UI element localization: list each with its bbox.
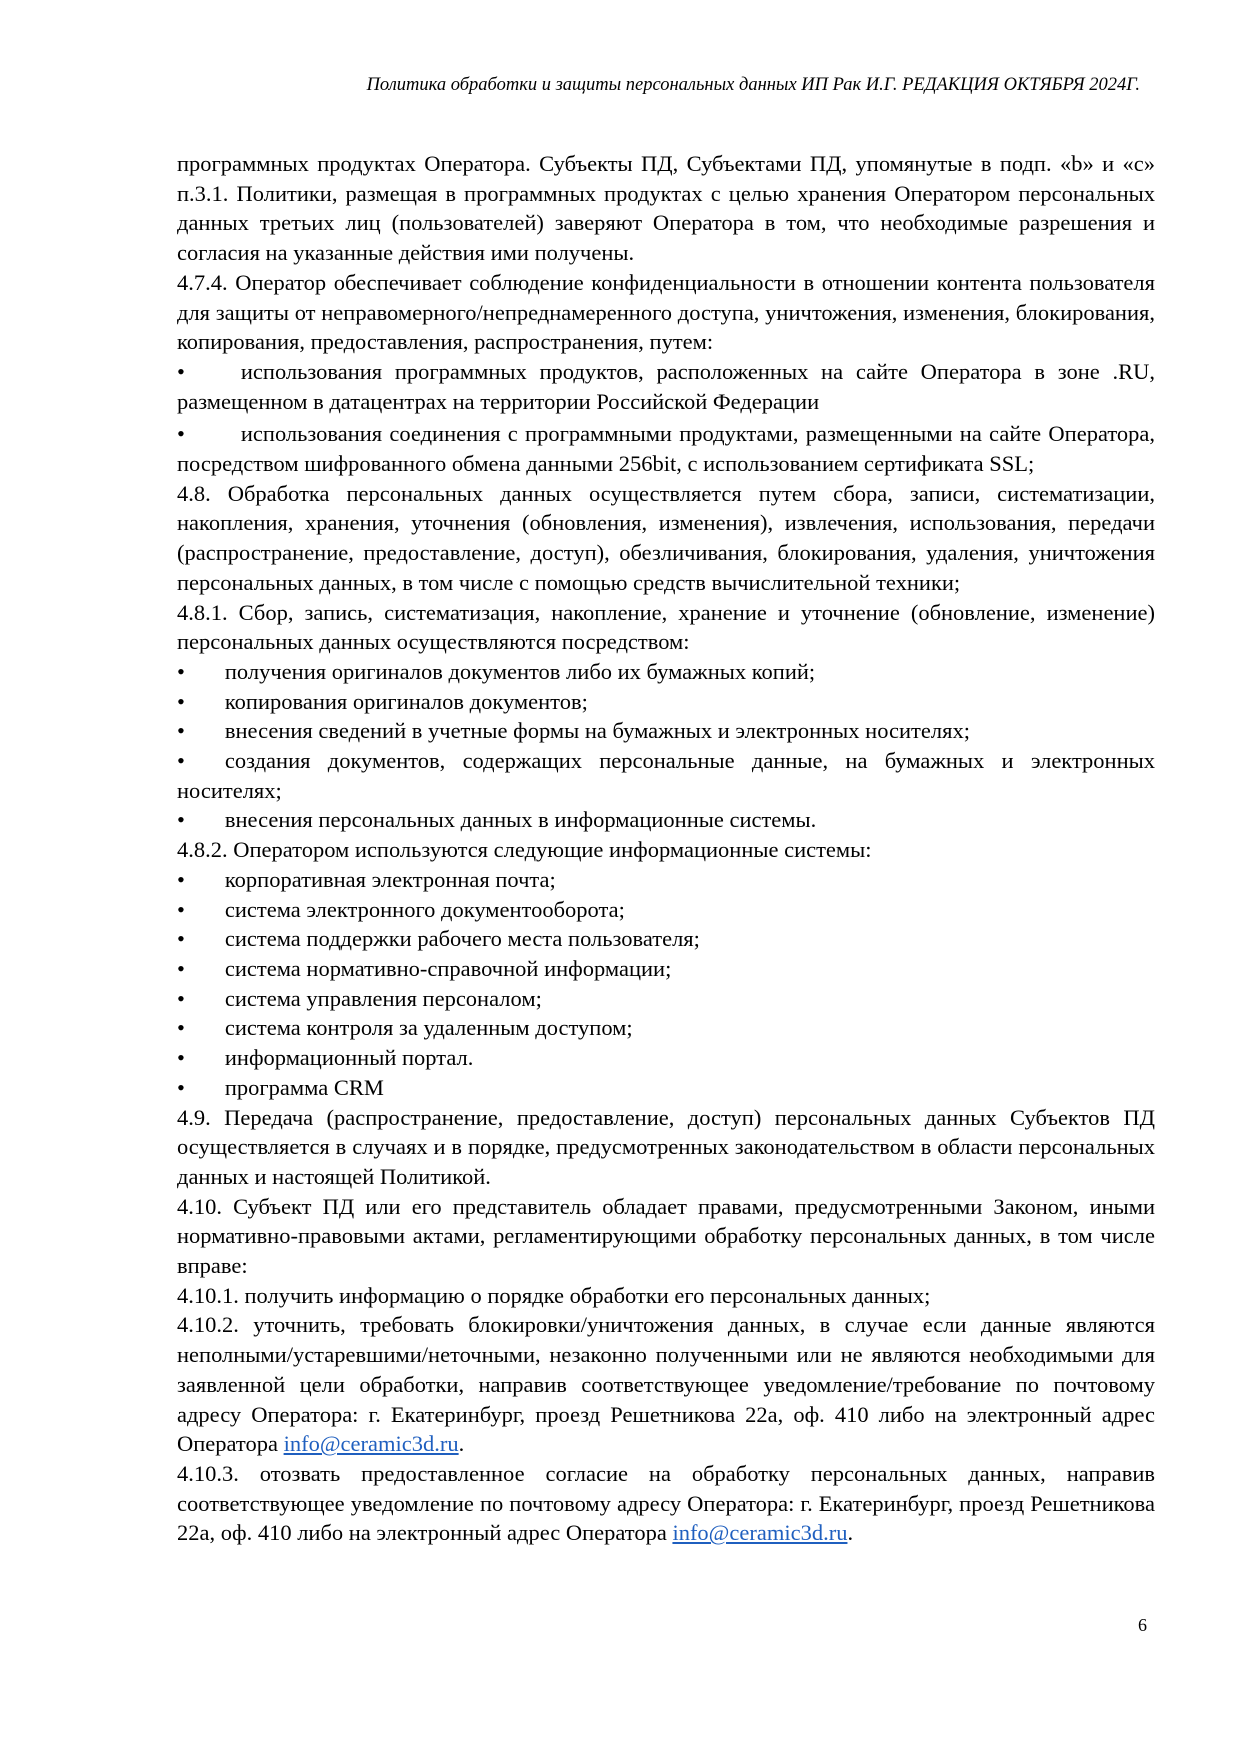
bullet-icon: • [177, 421, 185, 447]
bullet-icon: • [177, 985, 185, 1011]
list-item [177, 657, 1155, 687]
bullet-icon: • [177, 1015, 185, 1041]
email-link[interactable]: info@ceramic3d.ru [283, 1431, 459, 1457]
paragraph-4-10: 4.10. Субъект ПД или его представитель обладает правами, предусмотренными Законом, иными нормативно-правовыми актами, регламентирующими обработку персональных данных, в том числе вправе: [177, 1193, 1155, 1279]
list-item-text: информационный портал. [224, 1045, 474, 1071]
bullet-icon: • [177, 688, 185, 714]
bullet-icon: • [177, 1074, 185, 1100]
list-item [177, 954, 1155, 984]
bullet-icon: • [177, 926, 185, 952]
paragraph-text: 4.10.3. отозвать предоставленное согласие на обработку персональных данных, направив соответствующее уведомление по почтовому адресу Оператора: г. Екатеринбург, проезд Решетникова 22а, оф. 410 либо на электронный адрес Оператора [177, 1460, 1155, 1546]
bullet-icon: • [177, 866, 185, 892]
list-item-text: система контроля за удаленным доступом; [224, 1015, 633, 1041]
period: . [458, 1431, 465, 1457]
list-item [177, 1043, 1155, 1073]
list-item-text: использования программных продуктов, расположенных на сайте Оператора в зоне .RU, размещенном в датацентрах на территории Российской Федерации [177, 358, 1155, 414]
list-item-text: система электронного документооборота; [224, 896, 625, 922]
bullet-icon: • [177, 1045, 185, 1071]
list-item-text: внесения сведений в учетные формы на бумажных и электронных носителях; [224, 718, 970, 744]
list-item [177, 419, 1155, 478]
bullet-icon: • [177, 358, 185, 384]
email-link[interactable]: info@ceramic3d.ru [672, 1520, 848, 1546]
paragraph-4-8-2: 4.8.2. Оператором используются следующие информационные системы: [177, 837, 872, 863]
period: . [847, 1520, 854, 1546]
list-item-text: система управления персоналом; [224, 985, 542, 1011]
bullet-icon: • [177, 955, 185, 981]
bullet-icon: • [177, 896, 185, 922]
list-item [177, 895, 1155, 925]
list-item [177, 687, 1155, 717]
paragraph-4-10-3 [177, 1459, 1155, 1548]
page-header: Политика обработки и защиты персональных данных ИП Рак И.Г. РЕДАКЦИЯ ОКТЯБРЯ 2024Г. [366, 75, 1140, 95]
paragraph-4-8-1: 4.8.1. Сбор, запись, систематизация, накопление, хранение и уточнение (обновление, изменение) персональных данных осуществляются посредством: [177, 599, 1155, 655]
list-item-text: система поддержки рабочего места пользователя; [224, 926, 700, 952]
list-item [177, 716, 1155, 746]
list-item [177, 746, 1155, 805]
bullet-icon: • [177, 748, 185, 774]
list-item [177, 1073, 1155, 1103]
bullet-icon: • [177, 658, 185, 684]
page-number: 6 [1138, 1615, 1147, 1635]
bullet-icon: • [177, 718, 185, 744]
list-item-text: использования соединения с программными продуктами, размещенными на сайте Оператора, посредством шифрованного обмена данными 256bit, с использованием сертификата SSL; [177, 421, 1155, 477]
paragraph-4-10-2 [177, 1310, 1155, 1459]
paragraph-text: 4.10.2. уточнить, требовать блокировки/уничтожения данных, в случае если данные являются неполными/устаревшими/неточными, незаконно полученными или не являются необходимыми для заявленной цели обработки, направив соответствующее уведомление/требование по почтовому адресу Оператора: г. Екатеринбург, проезд Решетникова 22а, оф. 410 либо на электронный адрес Оператора [177, 1312, 1155, 1457]
list-item-text: внесения персональных данных в информационные системы. [224, 807, 817, 833]
paragraph-intro: программных продуктах Оператора. Субъекты ПД, Субъектами ПД, упомянутые в подп. «b» и «c» п.3.1. Политики, размещая в программных продуктах с целью хранения Оператором персональных данных третьих лиц (пользователей) заверяют Оператора в том, что необходимые разрешения и согласия на указанные действия ими получены. [177, 151, 1155, 266]
document-body [177, 149, 1155, 1548]
paragraph-4-9: 4.9. Передача (распространение, предоставление, доступ) персональных данных Субъектов ПД осуществляется в случаях и в порядке, предусмотренных законодательством в области персональных данных и настоящей Политикой. [177, 1104, 1155, 1189]
paragraph-4-8: 4.8. Обработка персональных данных осуществляется путем сбора, записи, систематизации, накопления, хранения, уточнения (обновления, изменения), извлечения, использования, передачи (распространение, предоставление, доступ), обезличивания, блокирования, удаления, уничтожения персональных данных, в том числе с помощью средств вычислительной техники; [177, 480, 1155, 595]
list-item-text: получения оригиналов документов либо их бумажных копий; [224, 658, 816, 684]
paragraph-4-10-1: 4.10.1. получить информацию о порядке обработки его персональных данных; [177, 1282, 931, 1308]
list-item [177, 805, 1155, 835]
list-item-text: создания документов, содержащих персональные данные, на бумажных и электронных носителях; [177, 748, 1155, 803]
bullet-icon: • [177, 807, 185, 833]
list-item [177, 924, 1155, 954]
list-item [177, 1013, 1155, 1043]
list-item-text: корпоративная электронная почта; [224, 866, 556, 892]
list-item-text: система нормативно-справочной информации; [224, 955, 672, 981]
paragraph-4-7-4: 4.7.4. Оператор обеспечивает соблюдение конфиденциальности в отношении контента пользователя для защиты от неправомерного/непреднамеренного доступа, уничтожения, изменения, блокирования, копирования, предоставления, распространения, путем: [177, 269, 1155, 355]
list-item-text: программа CRM [224, 1074, 384, 1100]
list-item-text: копирования оригиналов документов; [224, 688, 588, 714]
list-item [177, 357, 1155, 416]
list-item [177, 865, 1155, 895]
list-item [177, 984, 1155, 1014]
